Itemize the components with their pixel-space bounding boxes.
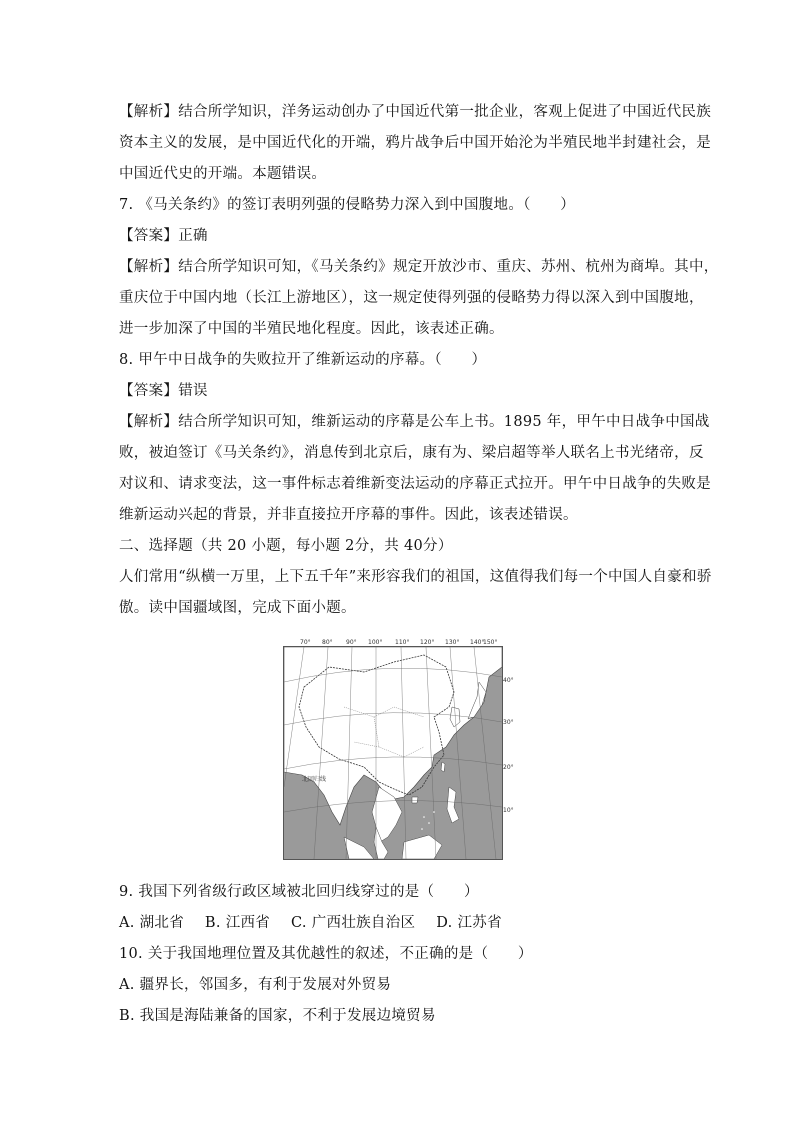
lon-label-120: 120°	[420, 639, 435, 646]
question-10: 10. 关于我国地理位置及其优越性的叙述，不正确的是（ ）	[119, 946, 533, 962]
lon-label-80: 80°	[322, 639, 333, 646]
lon-label-110: 110°	[395, 639, 410, 646]
option-c: C. 广西壮族自治区	[291, 915, 416, 931]
china-territory-map	[283, 646, 503, 860]
analysis-7-3: 进一步加深了中国的半殖民地化程度。因此，该表述正确。	[119, 321, 504, 337]
lat-label-40: 40°	[503, 677, 514, 684]
tropic-label: 北回归线	[302, 776, 327, 783]
lon-label-90: 90°	[346, 639, 357, 646]
line-2: 资本主义的发展，是中国近代化的开端，鸦片战争后中国开始沦为半殖民地半封建社会，是	[119, 135, 711, 151]
intro-2: 傲。读中国疆域图，完成下面小题。	[119, 600, 356, 616]
answer-8: 【答案】错误	[119, 383, 208, 399]
answer-7: 【答案】正确	[119, 228, 208, 244]
map-graphic	[284, 647, 502, 859]
analysis-8-4: 维新运动兴起的背景，并非直接拉开序幕的事件。因此，该表述错误。	[119, 507, 578, 523]
lat-label-10: 10°	[503, 807, 514, 814]
lon-label-100: 100°	[368, 639, 383, 646]
question-9-options	[119, 913, 518, 933]
option-a: A. 湖北省	[119, 915, 184, 931]
analysis-8-1: 【解析】结合所学知识可知，维新运动的序幕是公车上书。1895 年，甲午中日战争中国战	[119, 414, 710, 430]
intro-1: 人们常用“纵横一万里，上下五千年”来形容我们的祖国，这值得我们每一个中国人自豪和骄	[119, 569, 712, 585]
analysis-7-1: 【解析】结合所学知识可知，《马关条约》规定开放沙市、重庆、苏州、杭州为商埠。其中，	[119, 259, 719, 275]
analysis-8-2: 败，被迫签订《马关条约》，消息传到北京后，康有为、梁启超等举人联名上书光绪帝，反	[119, 445, 704, 461]
question-9: 9. 我国下列省级行政区域被北回归线穿过的是（ ）	[119, 884, 479, 900]
analysis-8-3: 对议和、请求变法，这一事件标志着维新变法运动的序幕正式拉开。甲午中日战争的失败是	[119, 476, 711, 492]
lat-label-20: 20°	[503, 764, 514, 771]
section-heading: 二、选择题（共 20 小题，每小题 2分，共 40分）	[119, 538, 453, 554]
option-b: B. 江西省	[204, 915, 271, 931]
analysis-7-2: 重庆位于中国内地（长江上游地区），这一规定使得列强的侵略势力得以深入到中国腹地，	[119, 290, 704, 306]
lon-label-130: 130°	[445, 639, 460, 646]
option-d: D. 江苏省	[436, 915, 502, 931]
line-3: 中国近代史的开端。本题错误。	[119, 166, 327, 182]
lat-label-30: 30°	[503, 719, 514, 726]
question-10-option-b: B. 我国是海陆兼备的国家，不利于发展边境贸易	[119, 1008, 436, 1024]
question-10-option-a: A. 疆界长，邻国多，有利于发展对外贸易	[119, 977, 392, 993]
lon-label-140: 140°	[470, 639, 485, 646]
lon-label-150: 150°	[483, 639, 498, 646]
question-8: 8. 甲午中日战争的失败拉开了维新运动的序幕。（ ）	[119, 352, 487, 368]
line-1: 【解析】结合所学知识，洋务运动创办了中国近代第一批企业，客观上促进了中国近代民族	[119, 104, 711, 120]
question-7: 7. 《马关条约》的签订表明列强的侵略势力深入到中国腹地。（ ）	[119, 197, 576, 213]
lon-label-70: 70°	[300, 639, 311, 646]
